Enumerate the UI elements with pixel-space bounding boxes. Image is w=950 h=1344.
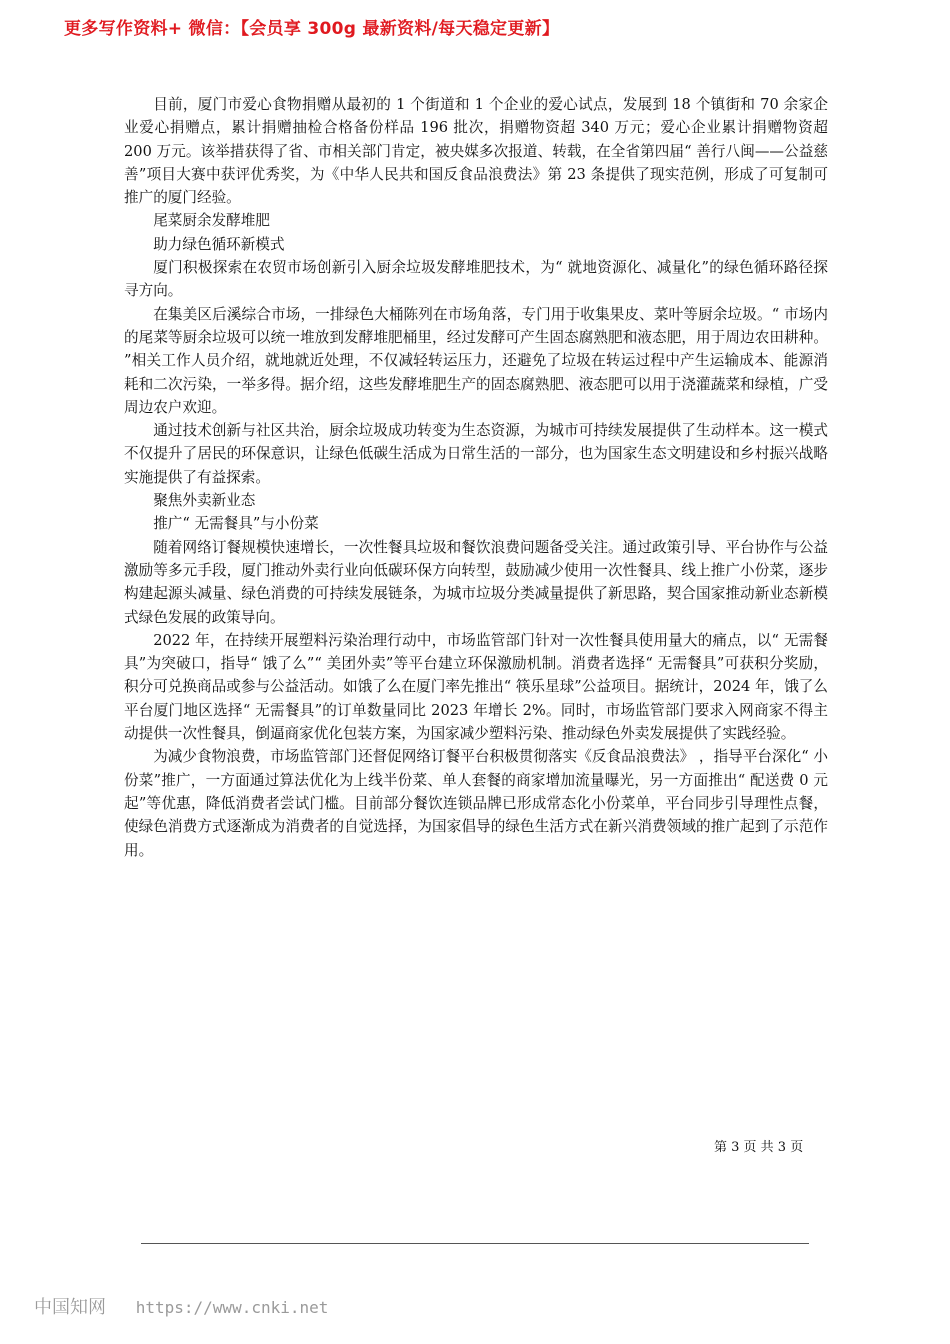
page-number: 第 3 页 共 3 页 [714, 1140, 804, 1155]
promo-banner: 更多写作资料+ 微信：【会员享 300g 最新资料/每天稳定更新】 [64, 19, 560, 39]
section-heading: 聚焦外卖新业态 [153, 492, 256, 510]
paragraph: 为减少食物浪费，市场监管部门还督促网络订餐平台积极贯彻落实《反食品浪费法》 ，指导平台深化“ 小份菜”推广，一方面通过算法优化为上线半份菜、单人套餐的商家增加流量曝光，另一方面推出“ 配送费 0 元起”等优惠，降低消费者尝试门槛。目前部分餐饮连锁品牌已形成常态化小份菜单，平台同步引导理性点餐，使绿色消费方式逐渐成为消费者的自觉选择，为国家倡导的绿色生活方式在新兴消费领域的推广起到了示范作用。 [124, 748, 828, 859]
section-heading: 尾菜厨余发酵堆肥 [153, 212, 270, 230]
document-body [124, 93, 828, 862]
paragraph: 厦门积极探索在农贸市场创新引入厨余垃圾发酵堆肥技术，为“ 就地资源化、减量化”的绿色循环路径探寻方向。 [124, 259, 828, 300]
watermark-url: https://www.cnki.net [135, 1298, 329, 1317]
section-subheading: 推广“ 无需餐具”与小份菜 [153, 515, 319, 533]
watermark-name: 中国知网 [34, 1297, 106, 1318]
footer-divider [141, 1243, 809, 1244]
paragraph: 随着网络订餐规模快速增长，一次性餐具垃圾和餐饮浪费问题备受关注。通过政策引导、平台协作与公益激励等多元手段，厦门推动外卖行业向低碳环保方向转型，鼓励减少使用一次性餐具、线上推广小份菜，逐步构建起源头减量、绿色消费的可持续发展链条，为城市垃圾分类减量提供了新思路，契合国家推动新业态新模式绿色发展的政策导向。 [124, 538, 828, 626]
section-subheading: 助力绿色循环新模式 [153, 235, 285, 253]
paragraph: 2022 年，在持续开展塑料污染治理行动中，市场监管部门针对一次性餐具使用量大的痛点，以“ 无需餐具”为突破口，指导“ 饿了么”“ 美团外卖”等平台建立环保激励机制。消费者选择“ 无需餐具”可获积分奖励，积分可兑换商品或参与公益活动。如饿了么在厦门率先推出“ 筷乐星球”公益项目。据统计，2024 年，饿了么平台厦门地区选择“ 无需餐具”的订单数量同比 2023 年增长 2%。同时，市场监管部门要求入网商家不得主动提供一次性餐具，倒逼商家优化包装方案，为国家减少塑料污染、推动绿色外卖发展提供了实践经验。 [124, 631, 828, 743]
cnki-watermark [34, 1293, 328, 1319]
paragraph: 通过技术创新与社区共治，厨余垃圾成功转变为生态资源，为城市可持续发展提供了生动样本。这一模式不仅提升了居民的环保意识，让绿色低碳生活成为日常生活的一部分，也为国家生态文明建设和乡村振兴战略实施提供了有益探索。 [124, 422, 828, 486]
paragraph: 在集美区后溪综合市场，一排绿色大桶陈列在市场角落，专门用于收集果皮、菜叶等厨余垃圾。“ 市场内的尾菜等厨余垃圾可以统一堆放到发酵堆肥桶里，经过发酵可产生固态腐熟肥和液态肥，用于周边农田耕种。 ”相关工作人员介绍，就地就近处理，不仅减轻转运压力，还避免了垃圾在转运过程中产生运输成本、能源消耗和二次污染，一举多得。据介绍，这些发酵堆肥生产的固态腐熟肥、液态肥可以用于浇灌蔬菜和绿植，广受周边农户欢迎。 [124, 305, 828, 416]
paragraph: 目前，厦门市爱心食物捐赠从最初的 1 个街道和 1 个企业的爱心试点，发展到 18 个镇街和 70 余家企业爱心捐赠点，累计捐赠抽检合格备份样品 196 批次，捐赠物资超 340 万元；爱心企业累计捐赠物资超 200 万元。该举措获得了省、市相关部门肯定，被央媒多次报道、转载，在全省第四届“ 善行八闽——公益慈善”项目大赛中获评优秀奖，为《中华人民共和国反食品浪费法》第 23 条提供了现实范例，形成了可复制可推广的厦门经验。 [124, 96, 828, 207]
